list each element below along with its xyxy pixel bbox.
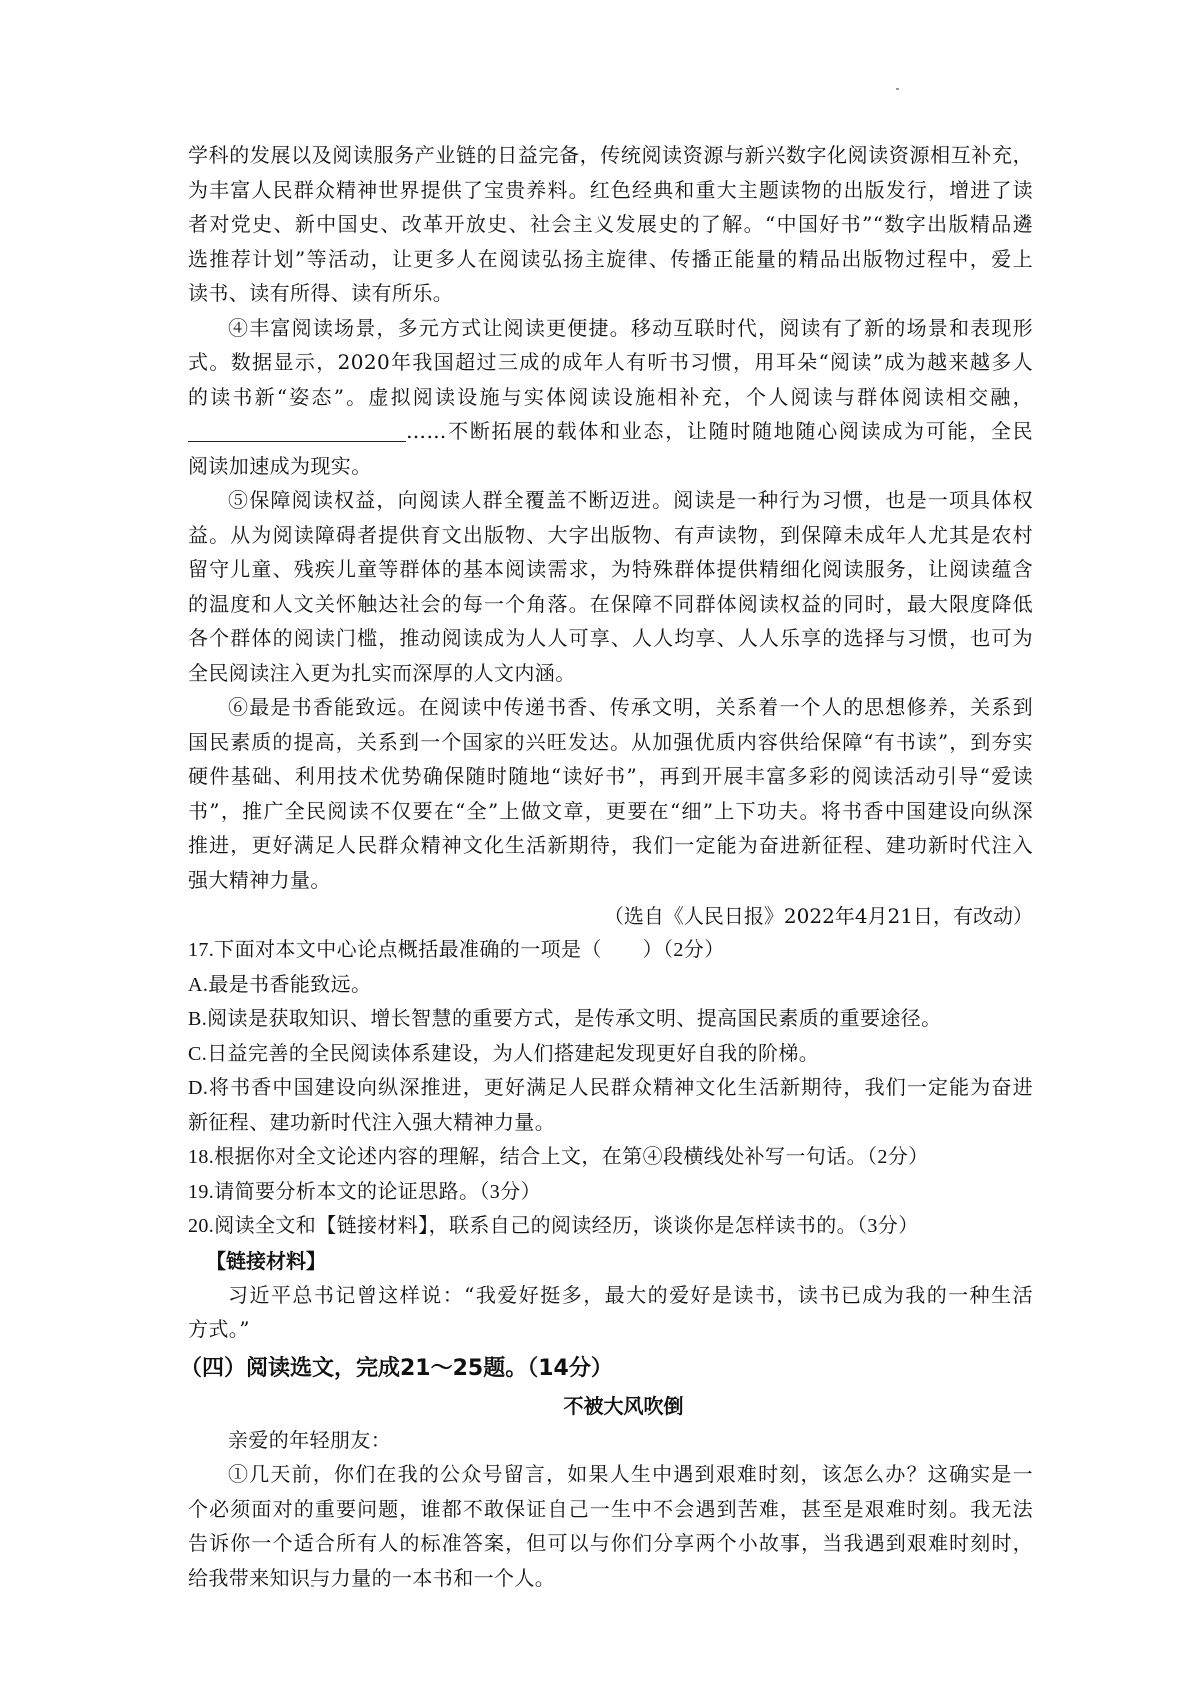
text-line: 为丰富人民群众精神世界提供了宝贵养料。红色经典和重大主题读物的出版发行，增进了读 [188, 177, 1033, 202]
paragraph-4 [188, 311, 1033, 484]
paragraph-5 [188, 483, 1033, 690]
section-4-heading: （四）阅读选文，完成21～25题。（14分） [180, 1355, 613, 1381]
text-after-blank: ……不断拓展的载体和业态，让随时随地随心阅读成为可能，全民 [406, 419, 1033, 443]
fill-in-blank[interactable] [188, 421, 406, 442]
option-c: C.日益完善的全民阅读体系建设，为人们搭建起发现更好自我的阶梯。 [188, 1042, 820, 1065]
text-line: 读书、读有所得、读有所乐。 [188, 281, 454, 305]
text-line: 学科的发展以及阅读服务产业链的日益完备，传统阅读资源与新兴数字化阅读资源相互补充， [188, 143, 1033, 167]
option-d-continued: 新征程、建功新时代注入强大精神力量。 [188, 1111, 556, 1134]
link-material-line: 方式。” [188, 1317, 250, 1341]
option-a: A.最是书香能致远。 [188, 973, 372, 996]
text-line: 国民素质的提高，关系到一个国家的兴旺发达。从加强优质内容供给保障“有书读”，到夯实 [188, 729, 1033, 754]
question-20: 20.阅读全文和【链接材料】，联系自己的阅读经历，谈谈你是怎样读书的。（3分） [188, 1215, 919, 1237]
option-d: D.将书香中国建设向纵深推进，更好满足人民群众精神文化生活新期待，我们一定能为奋进 [188, 1077, 1033, 1099]
text-line: 选推荐计划”等活动，让更多人在阅读弘扬主旋律、传播正能量的精品出版物过程中，爱上 [188, 246, 1033, 271]
text-line: 的读书新“姿态”。虚拟阅读设施与实体阅读设施相补充，个人阅读与群体阅读相交融， [188, 384, 1033, 409]
article-title: 不被大风吹倒 [563, 1393, 684, 1418]
section-4-paragraph-1 [188, 1457, 1033, 1595]
text-line: 强大精神力量。 [188, 867, 331, 892]
text-line: 个必须面对的重要问题，谁都不敢保证自己一生中不会遇到苦难，甚至是艰难时刻。我无法 [188, 1496, 1033, 1521]
scan-speck-top [896, 88, 899, 90]
question-19: 19.请简要分析本文的论证思路。（3分） [188, 1180, 541, 1203]
text-line: ⑥最是书香能致远。在阅读中传递书香、传承文明，关系着一个人的思想修养，关系到 [228, 695, 1033, 719]
text-line-with-blank [188, 414, 1033, 449]
text-line: 全民阅读注入更为扎实而深厚的人文内涵。 [188, 660, 576, 685]
text-line: 式。数据显示，2020年我国超过三成的成年人有听书习惯，用耳朵“阅读”成为越来越多人 [188, 350, 1033, 374]
text-line: 硬件基础、利用技术优势确保随时随地“读好书”，再到开展丰富多彩的阅读活动引导“爱读 [188, 764, 1033, 788]
text-line: 的温度和人文关怀触达社会的每一个角落。在保障不同群体阅读权益的同时，最大限度降低 [188, 591, 1033, 616]
text-line: 者对党史、新中国史、改革开放史、社会主义发展史的了解。“中国好书”“数字出版精品遴 [188, 212, 1033, 236]
option-b: B.阅读是获取知识、增长智慧的重要方式，是传承文明、提高国民素质的重要途径。 [188, 1008, 942, 1030]
paragraph-3-continued [188, 138, 1033, 311]
exam-page [180, 138, 1033, 1595]
text-line: 推进，更好满足人民群众精神文化生活新期待，我们一定能为奋进新征程、建功新时代注入 [188, 833, 1033, 857]
paragraph-6 [188, 690, 1033, 897]
text-line: ④丰富阅读场景，多元方式让阅读更便捷。移动互联时代，阅读有了新的场景和表现形 [228, 315, 1033, 340]
link-material-heading: 【链接材料】 [206, 1248, 326, 1273]
question-18: 18.根据你对全文论述内容的理解，结合上文，在第④段横线处补写一句话。（2分） [188, 1146, 929, 1168]
text-line: ⑤保障阅读权益，向阅读人群全覆盖不断迈进。阅读是一种行为习惯，也是一项具体权 [228, 488, 1033, 512]
link-material-line: 习近平总书记曾这样说：“我爱好挺多，最大的爱好是读书，读书已成为我的一种生活 [228, 1282, 1033, 1307]
text-line: 留守儿童、残疾儿童等群体的基本阅读需求，为特殊群体提供精细化阅读服务，让阅读蕴含 [188, 557, 1033, 581]
text-line: 书”，推广全民阅读不仅要在“全”上做文章，更要在“细”上下功夫。将书香中国建设向纵深 [188, 798, 1033, 823]
questions-block [188, 933, 1033, 1347]
text-line: 阅读加速成为现实。 [188, 453, 372, 478]
text-line: 各个群体的阅读门槛，推动阅读成为人人可享、人人均享、人人乐享的选择与习惯，也可为 [188, 626, 1033, 650]
question-17: 17.下面对本文中心论点概括最准确的一项是（ ）（2分） [188, 939, 725, 961]
source-citation: （选自《人民日报》2022年4月21日，有改动） [603, 904, 1033, 928]
text-line: 给我带来知识与力量的一本书和一个人。 [188, 1565, 556, 1590]
text-line: ①几天前，你们在我的公众号留言，如果人生中遇到艰难时刻，该怎么办？这确实是一 [228, 1462, 1033, 1486]
letter-greeting: 亲爱的年轻朋友： [228, 1427, 392, 1452]
text-line: 益。从为阅读障碍者提供育文出版物、大字出版物、有声读物，到保障未成年人尤其是农村 [188, 522, 1033, 547]
text-line: 告诉你一个适合所有人的标准答案，但可以与你们分享两个小故事，当我遇到艰难时刻时， [188, 1531, 1033, 1555]
